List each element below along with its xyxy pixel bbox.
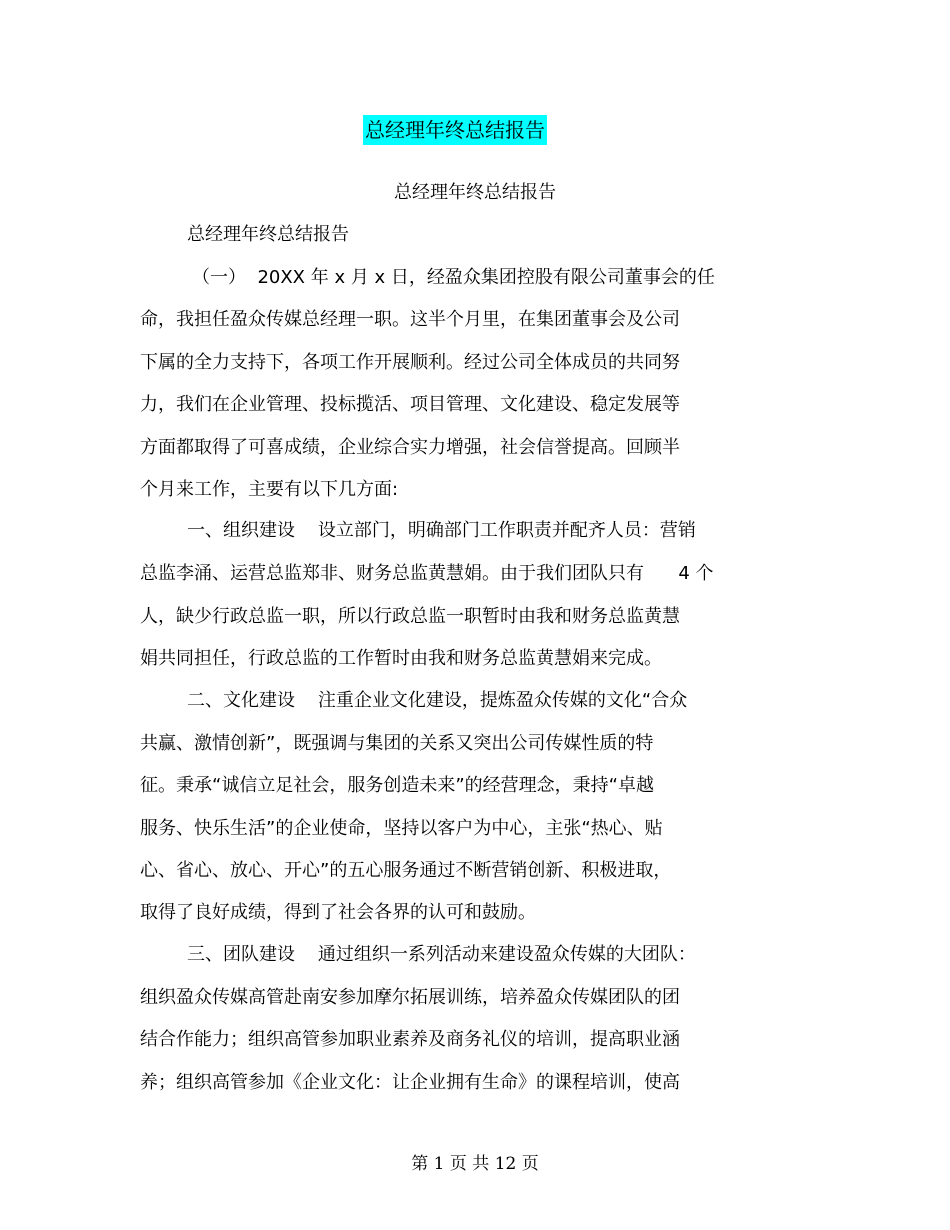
body-line: 下属的全力支持下，各项工作开展顺利。经过公司全体成员的共同努 bbox=[140, 352, 680, 373]
body-line: 三、团队建设 通过组织一系列活动来建设盈众传媒的大团队： bbox=[187, 944, 696, 965]
document-subtitle: 总经理年终总结报告 bbox=[394, 182, 556, 203]
body-line: 总监李涌、运营总监郑非、财务总监黄慧娟。由于我们团队只有 4 个 bbox=[140, 563, 714, 584]
body-line: 一、组织建设 设立部门，明确部门工作职责并配齐人员：营销 bbox=[187, 520, 696, 541]
body-line: 取得了良好成绩，得到了社会各界的认可和鼓励。 bbox=[140, 902, 536, 923]
body-line: 共赢、激情创新”，既强调与集团的关系又突出公司传媒性质的特 bbox=[140, 733, 654, 754]
body-line: 人，缺少行政总监一职，所以行政总监一职暂时由我和财务总监黄慧 bbox=[140, 606, 680, 627]
body-line: 结合作能力；组织高管参加职业素养及商务礼仪的培训，提高职业涵 bbox=[140, 1029, 680, 1050]
body-line: 娟共同担任，行政总监的工作暂时由我和财务总监黄慧娟来完成。 bbox=[140, 648, 662, 669]
body-line: 命，我担任盈众传媒总经理一职。这半个月里，在集团董事会及公司 bbox=[140, 309, 680, 330]
document-title: 总经理年终总结报告 bbox=[363, 115, 547, 145]
section-heading: 总经理年终总结报告 bbox=[187, 224, 349, 245]
body-line: 服务、快乐生活”的企业使命，坚持以客户为中心，主张“热心、贴 bbox=[140, 818, 663, 839]
body-line: 力，我们在企业管理、投标揽活、项目管理、文化建设、稳定发展等 bbox=[140, 394, 680, 415]
body-line: 方面都取得了可喜成绩，企业综合实力增强，社会信誉提高。回顾半 bbox=[140, 437, 680, 458]
body-line: 个月来工作，主要有以下几方面: bbox=[140, 479, 399, 500]
body-line: （一） 20XX 年 x 月 x 日，经盈众集团控股有限公司董事会的任 bbox=[192, 267, 715, 288]
body-line: 征。秉承“诚信立足社会，服务创造未来”的经营理念，秉持“卓越 bbox=[140, 775, 654, 796]
body-line: 养；组织高管参加《企业文化：让企业拥有生命》的课程培训，使高 bbox=[140, 1072, 680, 1093]
body-line: 组织盈众传媒高管赴南安参加摩尔拓展训练，培养盈众传媒团队的团 bbox=[140, 987, 680, 1008]
page-footer: 第 1 页 共 12 页 bbox=[411, 1154, 539, 1174]
body-line: 二、文化建设 注重企业文化建设，提炼盈众传媒的文化“合众 bbox=[187, 690, 688, 711]
body-line: 心、省心、放心、开心”的五心服务通过不断营销创新、积极进取， bbox=[140, 860, 672, 881]
